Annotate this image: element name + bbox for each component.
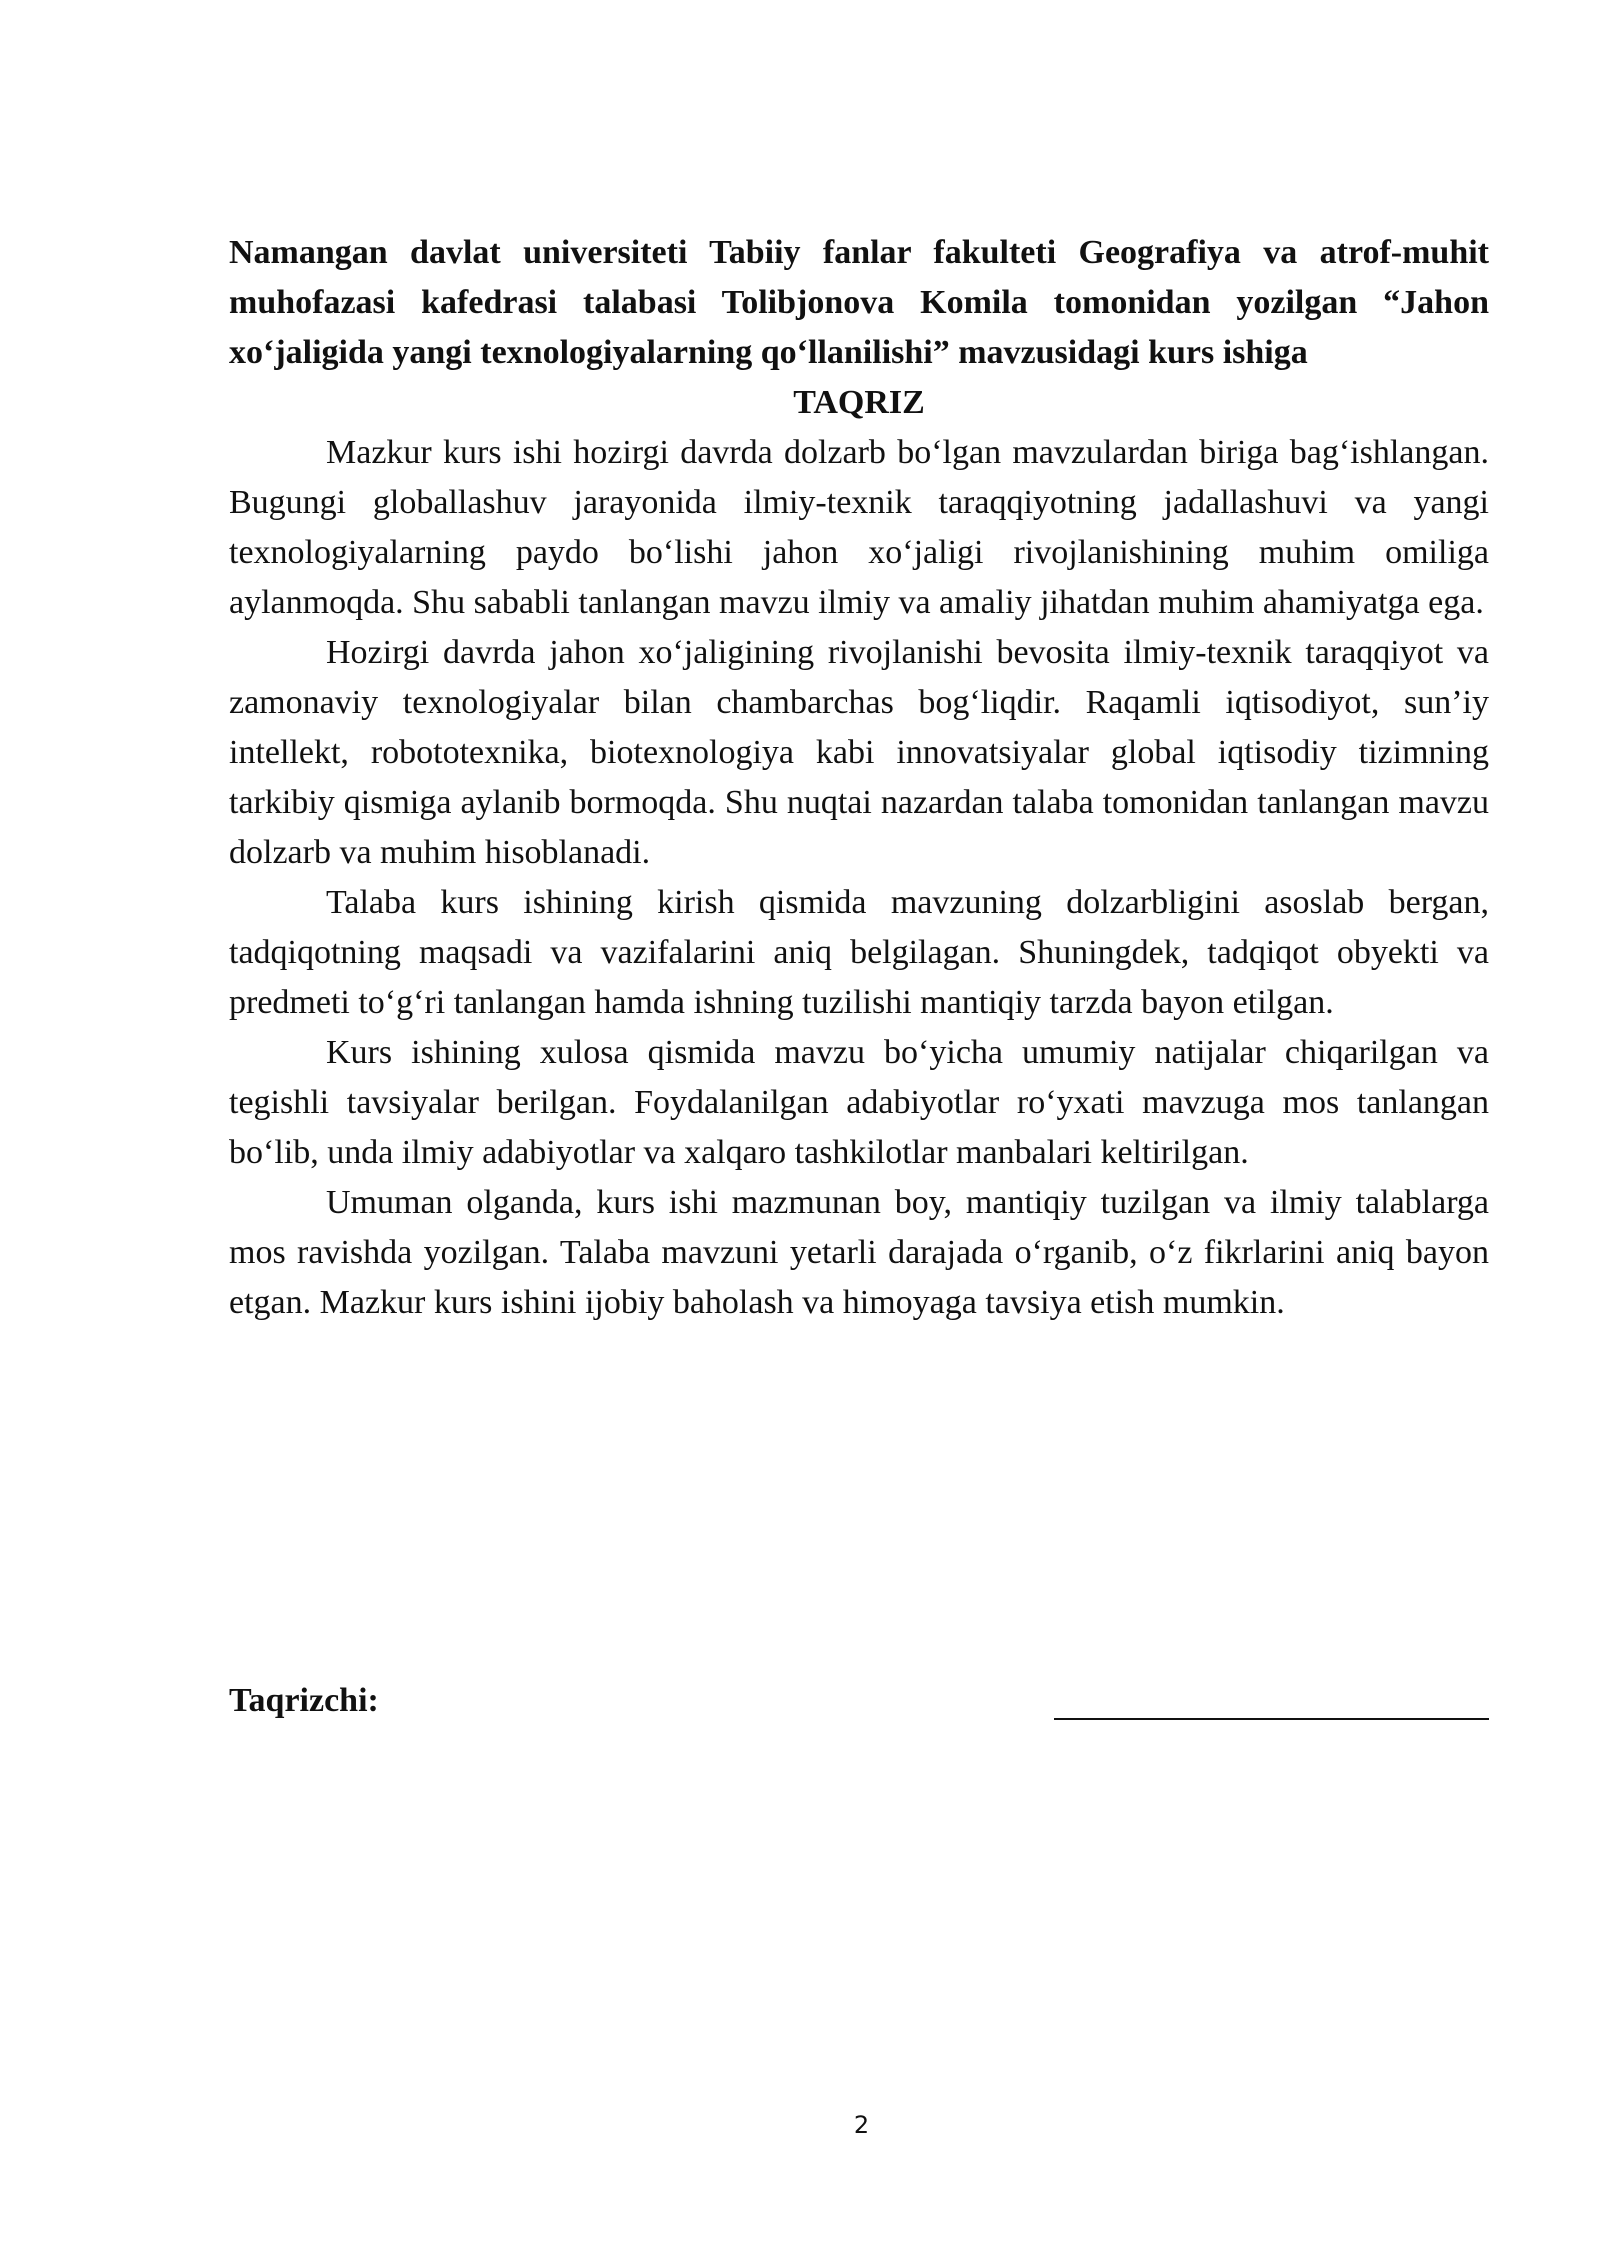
reviewer-label: Taqrizchi: [229,1682,379,1719]
paragraph-4: Kurs ishining xulosa qismida mavzu bo‘yicha umumiy natijalar chiqarilgan va tegishli tavsiyalar berilgan. Foydalanilgan adabiyotlar ro‘yxati mavzuga mos tanlangan bo‘lib, unda ilmiy adabiyotlar va xalqaro tashkilotlar manbalari keltirilgan. [229,1034,1489,1171]
reviewer-signature-row [229,1676,1489,1726]
page-number: 2 [853,2111,870,2139]
document-heading: Namangan davlat universiteti Tabiiy fanlar fakulteti Geografiya va atrof-muhit muhofazasi kafedrasi talabasi Tolibjonova Komila tomonidan yozilgan “Jahon xo‘jaligida yangi texnologiyalarning qo‘llanilishi” mavzusidagi kurs ishiga [229,234,1489,371]
paragraph-2: Hozirgi davrda jahon xo‘jaligining rivojlanishi bevosita ilmiy-texnik taraqqiyot va zamonaviy texnologiyalar bilan chambarchas bog‘liqdir. Raqamli iqtisodiyot, sun’iy intellekt, robototexnika, biotexnologiya kabi innovatsiyalar global iqtisodiy tizimning tarkibiy qismiga aylanib bormoqda. Shu nuqtai nazardan talaba tomonidan tanlangan mavzu dolzarb va muhim hisoblanadi. [229,634,1489,871]
document-title: TAQRIZ [793,384,925,421]
paragraph-1: Mazkur kurs ishi hozirgi davrda dolzarb bo‘lgan mavzulardan biriga bag‘ishlangan. Bugungi globallashuv jarayonida ilmiy-texnik taraqqiyotning jadallashuvi va yangi texnologiyalarning paydo bo‘lishi jahon xo‘jaligi rivojlanishining muhim omiliga aylanmoqda. Shu sababli tanlangan mavzu ilmiy va amaliy jihatdan muhim ahamiyatga ega. [229,434,1489,621]
paragraph-3: Talaba kurs ishining kirish qismida mavzuning dolzarbligini asoslab bergan, tadqiqotning maqsadi va vazifalarini aniq belgilagan. Shuningdek, tadqiqot obyekti va predmeti to‘g‘ri tanlangan hamda ishning tuzilishi mantiqiy tarzda bayon etilgan. [229,884,1489,1021]
signature-line [1054,1718,1489,1720]
document-body [229,228,1489,1328]
paragraph-5: Umuman olganda, kurs ishi mazmunan boy, mantiqiy tuzilgan va ilmiy talablarga mos ravishda yozilgan. Talaba mavzuni yetarli darajada o‘rganib, o‘z fikrlarini aniq bayon etgan. Mazkur kurs ishini ijobiy baholash va himoyaga tavsiya etish mumkin. [229,1184,1489,1321]
